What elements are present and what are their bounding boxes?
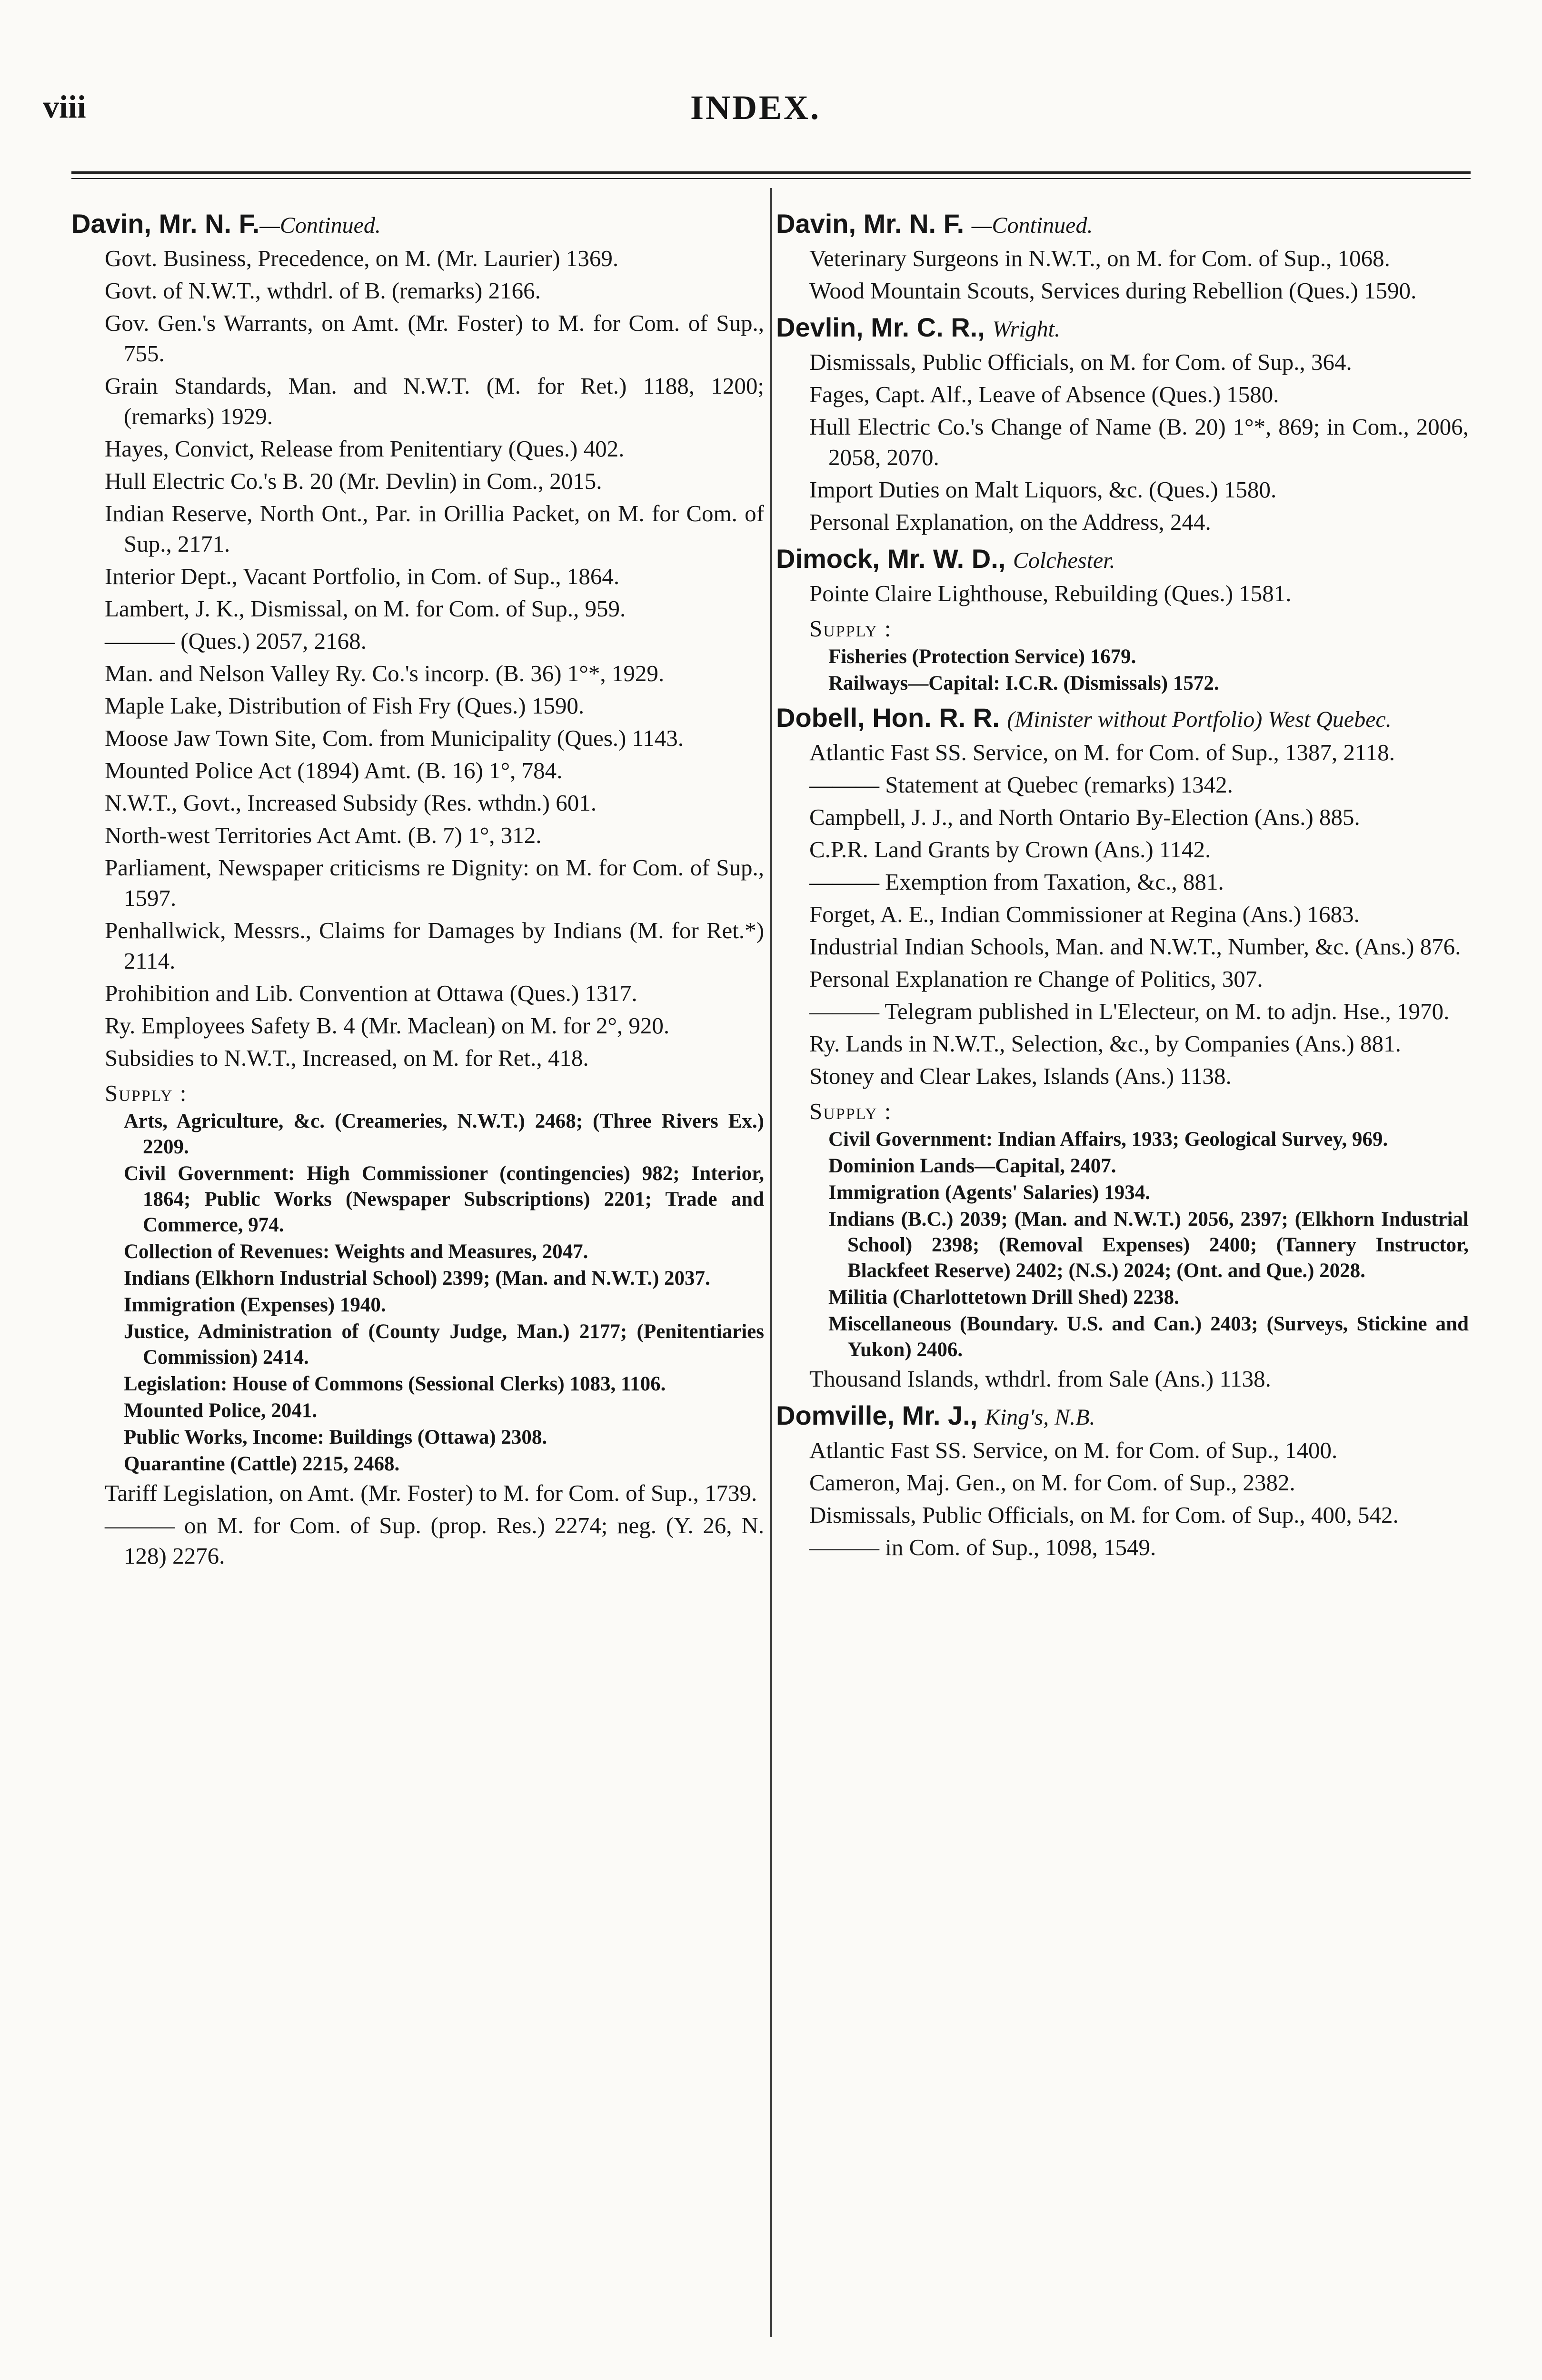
index-entry: Moose Jaw Town Site, Com. from Municipality (Ques.) 1143. (105, 725, 684, 751)
index-entry: Mounted Police Act (1894) Amt. (B. 16) 1°, 784. (105, 757, 563, 783)
supply-entry: Fisheries (Protection Service) 1679. (828, 645, 1136, 668)
heading-name: Dimock, Mr. W. D., (776, 544, 1006, 574)
index-entry: Dismissals, Public Officials, on M. for Com. of Sup., 364. (809, 349, 1352, 375)
index-entry: ——— Telegram published in L'Electeur, on M. to adjn. Hse., 1970. (809, 998, 1450, 1024)
index-heading (776, 206, 1469, 243)
supply-label: Supply : (105, 1080, 188, 1106)
heading-name: Davin, Mr. N. F. (776, 208, 965, 238)
index-entry: Dismissals, Public Officials, on M. for Com. of Sup., 400, 542. (809, 1502, 1399, 1528)
index-entry: Man. and Nelson Valley Ry. Co.'s incorp. (B. 36) 1°*, 1929. (105, 660, 665, 686)
index-entry: Thousand Islands, wthdrl. from Sale (Ans.) 1138. (809, 1366, 1271, 1392)
supply-entry: Public Works, Income: Buildings (Ottawa) 2308. (124, 1426, 547, 1448)
supply-entry: Quarantine (Cattle) 2215, 2468. (124, 1453, 400, 1475)
supply-entry: Miscellaneous (Boundary. U.S. and Can.) 2403; (Surveys, Stickine and Yukon) 2406. (828, 1313, 1469, 1361)
index-entry: Gov. Gen.'s Warrants, on Amt. (Mr. Foster) to M. for Com. of Sup., 755. (105, 310, 764, 367)
index-entry: Stoney and Clear Lakes, Islands (Ans.) 1138. (809, 1063, 1232, 1089)
column-divider (770, 188, 772, 2337)
page-title: INDEX. (690, 89, 821, 127)
supply-entry: Militia (Charlottetown Drill Shed) 2238. (828, 1286, 1179, 1309)
heading-constituency: (Minister without Portfolio) West Quebec. (1007, 707, 1392, 732)
supply-entry: Arts, Agriculture, &c. (Creameries, N.W.T.) 2468; (Three Rivers Ex.) 2209. (124, 1110, 764, 1158)
supply-entry: Collection of Revenues: Weights and Measures, 2047. (124, 1240, 588, 1263)
heading-constituency: King's, N.B. (985, 1405, 1095, 1430)
index-entry: North-west Territories Act Amt. (B. 7) 1°, 312. (105, 822, 542, 848)
header-rule-thick (71, 171, 1471, 174)
index-entry: Wood Mountain Scouts, Services during Rebellion (Ques.) 1590. (809, 278, 1417, 304)
index-entry: Ry. Lands in N.W.T., Selection, &c., by Companies (Ans.) 881. (809, 1031, 1401, 1057)
heading-name: Davin, Mr. N. F. (71, 208, 260, 238)
index-entry: Subsidies to N.W.T., Increased, on M. for Ret., 418. (105, 1045, 589, 1071)
index-entry: Maple Lake, Distribution of Fish Fry (Ques.) 1590. (105, 693, 585, 719)
index-heading (71, 206, 764, 243)
supply-entry: Justice, Administration of (County Judge, Man.) 2177; (Penitentiaries Commission) 2414. (124, 1320, 764, 1368)
page-header (0, 88, 1542, 145)
index-entry: Atlantic Fast SS. Service, on M. for Com. of Sup., 1387, 2118. (809, 739, 1395, 765)
index-entry: Pointe Claire Lighthouse, Rebuilding (Ques.) 1581. (809, 580, 1292, 606)
index-entry: ——— Exemption from Taxation, &c., 881. (809, 869, 1224, 895)
index-heading (776, 700, 1469, 737)
supply-entry: Dominion Lands—Capital, 2407. (828, 1155, 1116, 1177)
index-entry: Atlantic Fast SS. Service, on M. for Com. of Sup., 1400. (809, 1437, 1338, 1463)
index-entry: Personal Explanation, on the Address, 244. (809, 509, 1211, 535)
index-entry: C.P.R. Land Grants by Crown (Ans.) 1142. (809, 836, 1211, 863)
index-entry: Lambert, J. K., Dismissal, on M. for Com. of Sup., 959. (105, 595, 626, 622)
page-number: viii (43, 89, 86, 125)
index-entry: Veterinary Surgeons in N.W.T., on M. for Com. of Sup., 1068. (809, 245, 1390, 271)
index-heading (776, 1398, 1469, 1435)
index-entry: Interior Dept., Vacant Portfolio, in Com. of Sup., 1864. (105, 563, 620, 589)
supply-entry: Mounted Police, 2041. (124, 1399, 318, 1422)
index-entry: Hull Electric Co.'s Change of Name (B. 20) 1°*, 869; in Com., 2006, 2058, 2070. (809, 414, 1469, 470)
index-entry: ——— on M. for Com. of Sup. (prop. Res.) 2274; neg. (Y. 26, N. 128) 2276. (105, 1512, 764, 1569)
index-entry: Govt. of N.W.T., wthdrl. of B. (remarks) 2166. (105, 278, 541, 304)
index-entry: Import Duties on Malt Liquors, &c. (Ques.) 1580. (809, 476, 1277, 503)
supply-entry: Legislation: House of Commons (Sessional Clerks) 1083, 1106. (124, 1373, 666, 1395)
supply-label: Supply : (809, 1098, 892, 1124)
index-entry: Prohibition and Lib. Convention at Ottawa (Ques.) 1317. (105, 980, 637, 1006)
heading-name: Domville, Mr. J., (776, 1400, 978, 1430)
supply-entry: Immigration (Agents' Salaries) 1934. (828, 1181, 1150, 1204)
index-entry: Forget, A. E., Indian Commissioner at Regina (Ans.) 1683. (809, 901, 1360, 927)
heading-continued: —Continued. (259, 213, 381, 238)
index-entry: Indian Reserve, North Ont., Par. in Orillia Packet, on M. for Com. of Sup., 2171. (105, 500, 764, 557)
heading-constituency: —Continued. (971, 213, 1093, 238)
left-column (71, 202, 764, 1573)
index-entry: Personal Explanation re Change of Politics, 307. (809, 966, 1263, 992)
index-entry: Hayes, Convict, Release from Penitentiary (Ques.) 402. (105, 436, 625, 462)
supply-entry: Immigration (Expenses) 1940. (124, 1294, 386, 1316)
supply-label: Supply : (809, 615, 892, 642)
heading-name: Devlin, Mr. C. R., (776, 312, 985, 342)
supply-entry: Indians (Elkhorn Industrial School) 2399; (Man. and N.W.T.) 2037. (124, 1267, 710, 1289)
heading-constituency: Colchester. (1013, 548, 1115, 573)
index-heading (776, 310, 1469, 347)
supply-entry: Railways—Capital: I.C.R. (Dismissals) 1572. (828, 672, 1219, 694)
index-entry: Ry. Employees Safety B. 4 (Mr. Maclean) on M. for 2°, 920. (105, 1012, 670, 1039)
supply-entry: Civil Government: Indian Affairs, 1933; Geological Survey, 969. (828, 1128, 1388, 1150)
index-entry: Cameron, Maj. Gen., on M. for Com. of Sup., 2382. (809, 1469, 1295, 1496)
right-column (776, 202, 1469, 1565)
index-entry: Govt. Business, Precedence, on M. (Mr. Laurier) 1369. (105, 245, 619, 271)
index-heading (776, 541, 1469, 578)
index-entry: N.W.T., Govt., Increased Subsidy (Res. wthdn.) 601. (105, 790, 597, 816)
index-entry: Parliament, Newspaper criticisms re Dignity: on M. for Com. of Sup., 1597. (105, 854, 764, 911)
index-entry: Industrial Indian Schools, Man. and N.W.T., Number, &c. (Ans.) 876. (809, 933, 1461, 960)
index-entry: Campbell, J. J., and North Ontario By-Election (Ans.) 885. (809, 804, 1360, 830)
index-entry: Fages, Capt. Alf., Leave of Absence (Ques.) 1580. (809, 381, 1279, 407)
heading-constituency: Wright. (992, 317, 1061, 342)
index-entry: Penhallwick, Messrs., Claims for Damages by Indians (M. for Ret.*) 2114. (105, 917, 764, 974)
supply-entry: Indians (B.C.) 2039; (Man. and N.W.T.) 2056, 2397; (Elkhorn Industrial School) 2398; (Removal Expenses) 2400; (Tannery Instructor, Blackfeet Reserve) 2402; (N.S.) 2024; (Ont. and Que.) 2028. (828, 1208, 1469, 1282)
index-entry: Grain Standards, Man. and N.W.T. (M. for Ret.) 1188, 1200; (remarks) 1929. (105, 373, 764, 429)
index-entry: ——— Statement at Quebec (remarks) 1342. (809, 772, 1233, 798)
index-entry: Tariff Legislation, on Amt. (Mr. Foster) to M. for Com. of Sup., 1739. (105, 1480, 757, 1506)
index-entry: ——— in Com. of Sup., 1098, 1549. (809, 1534, 1156, 1560)
header-rule-thin (71, 178, 1471, 179)
index-entry: ——— (Ques.) 2057, 2168. (105, 628, 367, 654)
supply-entry: Civil Government: High Commissioner (contingencies) 982; Interior, 1864; Public Works (Newspaper Subscriptions) 2201; Trade and Commerce, 974. (124, 1162, 764, 1236)
heading-name: Dobell, Hon. R. R. (776, 703, 1000, 733)
index-entry: Hull Electric Co.'s B. 20 (Mr. Devlin) in Com., 2015. (105, 468, 602, 494)
